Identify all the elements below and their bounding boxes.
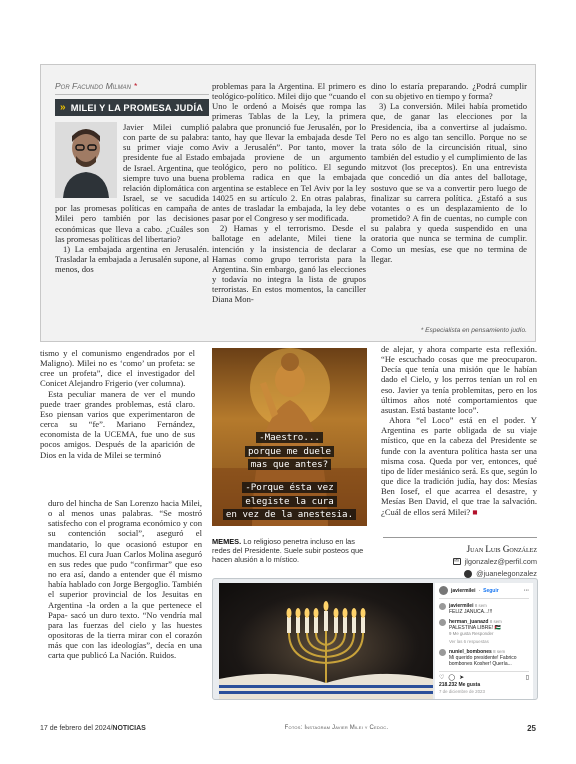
opinion-column-box: [40, 64, 536, 342]
byline: Por Facundo Milman *: [55, 81, 209, 95]
paragraph: dino lo estaría preparando. ¿Podrá cumplir con su objetivo en tiempo y forma?: [371, 81, 527, 102]
paragraph: 3) La conversión. Milei había prometido que, de ganar las elecciones por la Presidencia, iba a convertirse al judaísmo. Pero no es algo tan sencillo. Porque no se trata sólo de la circuncisión ritual, sino también del estudio y el cumplimiento de las mitzvot (los preceptos). En una entrevista que concedió un día antes del ballotage, sostuvo que se va a convertir pero luego de finalizar su carrera política. ¿Estafó a sus votantes o es un desplazamiento de lo prometido? A fin de cuentas, no cumple con su palabra y queda suspendido en una oratoria que nunca se termina de cumplir. Como un mesías, ese que no termina de llegar.: [371, 101, 527, 264]
share-icon[interactable]: ➤: [459, 675, 465, 681]
publication-name: NOTICIAS: [112, 724, 146, 732]
page-footer: [40, 722, 536, 734]
instagram-side-panel: [435, 583, 533, 699]
instagram-actions: [439, 671, 529, 681]
paragraph: de alejar, y ahora comparte esta reflexión. “He escuchado cosas que me preocuparon. Decía que tenía una misión que le habían dado el Cielo, y los perros tenían un rol en eso. Javier ya tenía problemitas, pero en los últimos años noté comportamientos que asustan. Está bastante loco”.: [381, 344, 537, 415]
paragraph: Esta peculiar manera de ver el mundo puede traer grandes problemas, está claro. Eso piensan varios que experimentaron de cerca su “fe”. Mariano Fernández, economista de la UCEMA, fue uno de sus pocos amigos. Después de la aparición de Dios en la vida de Milei se terminó: [40, 388, 195, 460]
twitter-icon: [464, 570, 472, 578]
follow-button[interactable]: Seguir: [483, 587, 499, 594]
paragraph: problemas para la Argentina. El primero es teológico-político. Milei dijo que “cuando el Uno le ordenó a Moisés que rompa las primeras Tablas de la Ley, la primera palabra que pronunció fue Jerusalén, por lo tanto, hay que llevar la embajada desde Tel Aviv a Jerusalén”. Por tanto, mover la embajada proviene de un argumento teológico, pero no político. El segundo problema radica en que la embajada argentina se establece en Tel Aviv por la ley 14025 en su artículo 2. En otras palabras, antes de trasladar la embajada, la ley debe pasar por el Congreso y ser modificada.: [212, 81, 366, 224]
opinion-column-1: [55, 81, 209, 274]
photo-credit: Fotos: Instagram Javier Milei y Cedoc.: [284, 725, 389, 731]
paragraph: 2) Hamas y el terrorismo. Desde el ballotage en adelante, Milei tiene la intención y la insistencia de declarar a Hamas como grupo terrorista para la Argentina. Sin embargo, ganó las elecciones y todavía no integra la lista de grupos terroristas. En estos momentos, la canciller Diana Mon-: [212, 223, 366, 305]
avatar[interactable]: [439, 586, 448, 595]
meme-line: mas que antes?: [212, 459, 367, 470]
meme-line: -Porque ésta vez: [212, 482, 367, 493]
article-column-left: [40, 348, 195, 460]
paragraph: tismo y el comunismo engendrados por el Maligno). Milei no es ‘como’ un profeta: se cree un profeta”, dice el investigador del Conicet Alejandro Frigerio (ver columna).: [40, 348, 195, 389]
author-signature: [383, 537, 537, 578]
opinion-column-2: [212, 81, 366, 304]
photo-caption: MEMES. Lo religioso penetra incluso en las redes del Presidente. Suele subir posteos que hacen alusión a lo místico.: [212, 537, 364, 565]
paragraph: Javier Milei cumplió con parte de su palabra: su primer viaje como presidente fue al Estado de Israel. Argentina, que siempre tuvo una buena relación diplomática con Israel, se ve sacudida por las promesas políticas en campaña de Milei pero también por las decisiones económicas que lleva a cabo. ¿Cuáles son las promesas políticas del libertario?: [55, 122, 209, 244]
paragraph: 1) La embajada argentina en Jerusalén. Trasladar la embajada a Jerusalén supone, al menos, dos: [55, 243, 209, 275]
chevron-icon: »: [60, 102, 66, 113]
meme-line: en vez de la anestesia.: [212, 509, 367, 520]
opinion-column-3: [371, 81, 527, 264]
avatar[interactable]: [439, 649, 446, 656]
comment: nuniel_bombones 8 sem Mi querido presidente! Fabrico bombones Kosher! Quería...: [439, 649, 529, 667]
comment-icon[interactable]: ◯: [448, 675, 456, 681]
author-name: Juan Luis González: [466, 544, 537, 554]
meme-image: [212, 348, 367, 526]
caption-label: MEMES.: [212, 537, 242, 546]
instagram-username[interactable]: javiermilei: [451, 587, 476, 594]
footnote: * Especialista en pensamiento judío.: [420, 327, 527, 334]
meme-line: elegiste la cura: [212, 496, 367, 507]
article-column-right: [381, 344, 537, 517]
author-photo: [55, 122, 117, 198]
more-options-icon[interactable]: ···: [524, 587, 529, 594]
column-title: » MILEI Y LA PROMESA JUDÍA: [55, 99, 209, 116]
view-replies-link[interactable]: Ver las 6 respuestas: [449, 639, 489, 644]
paragraph: duro del hincha de San Lorenzo hacia Milei, o al menos unas palabras. “Se mostró satisfecho con el programa económico y con su contención social”, aseguró el mandatario, lo que ocasionó estupor en muchos. El cura Juan Carlos Molina aseguró en sus redes que pudo “confirmar” que eso no era así, dando a entender que él mismo había hablado con Jorge Bergoglio. También el superior provincial de los Jesuitas en Argentina -la orden a la que pertenece el Papa- sacó un duro texto. “No vendría mal para las fuerzas del cielo y las huestes opositoras de la tierra mirar con el corazón más que con las ideologías”, decía en una carta que publicó La Nación. Ruidos.: [48, 498, 202, 661]
menorah-photo: [219, 583, 433, 699]
envelope-icon: ✉: [454, 558, 460, 564]
comment: herman_juanazd 8 sem PALESTINA LIBRE! 🇵🇸 9 Me gusta Responder: [439, 619, 529, 637]
post-date: 7 de diciembre de 2023: [439, 689, 485, 694]
likes-count: 218.232 Me gusta: [439, 682, 481, 688]
avatar[interactable]: [439, 603, 446, 610]
avatar[interactable]: [439, 619, 446, 626]
meme-line: -Maestro...: [212, 432, 367, 443]
heart-icon[interactable]: ♡: [439, 675, 445, 681]
paragraph: Ahora “el Loco” está en el poder. Y Argentina es parte obligada de su viaje místico, que en la cabeza del Presidente se funde con la aventura política hasta ser una misma cosa. Queda por ver, entonces, qué tipo de líder mesiánico será. Es que, según lo que dice la tradición judía, hay dos: Mesías Ben Iosef, el que acarrea el desastre, y Mesías Ben David, el que trae la salvación. ¿Cuál de ellos será Milei? ■: [381, 415, 537, 517]
bookmark-icon[interactable]: ▯: [525, 675, 529, 681]
article-column-middle: [48, 498, 202, 661]
author-email[interactable]: ✉ jlgonzalez@perfil.com: [454, 557, 537, 566]
byline-mark: *: [134, 81, 138, 91]
instagram-post-screenshot: [212, 578, 538, 700]
meme-line: porque me duele: [212, 446, 367, 457]
instagram-header: javiermilei · Seguir ···: [439, 586, 529, 599]
page-number: 25: [527, 723, 536, 733]
author-twitter[interactable]: @juanelegonzalez: [383, 569, 537, 578]
end-mark: ■: [472, 506, 478, 517]
comment: javiermilei 8 sem FELIZ JANUCA...!!!: [439, 603, 529, 615]
issue-date: 17 de febrero del 2024/NOTICIAS: [40, 724, 146, 732]
